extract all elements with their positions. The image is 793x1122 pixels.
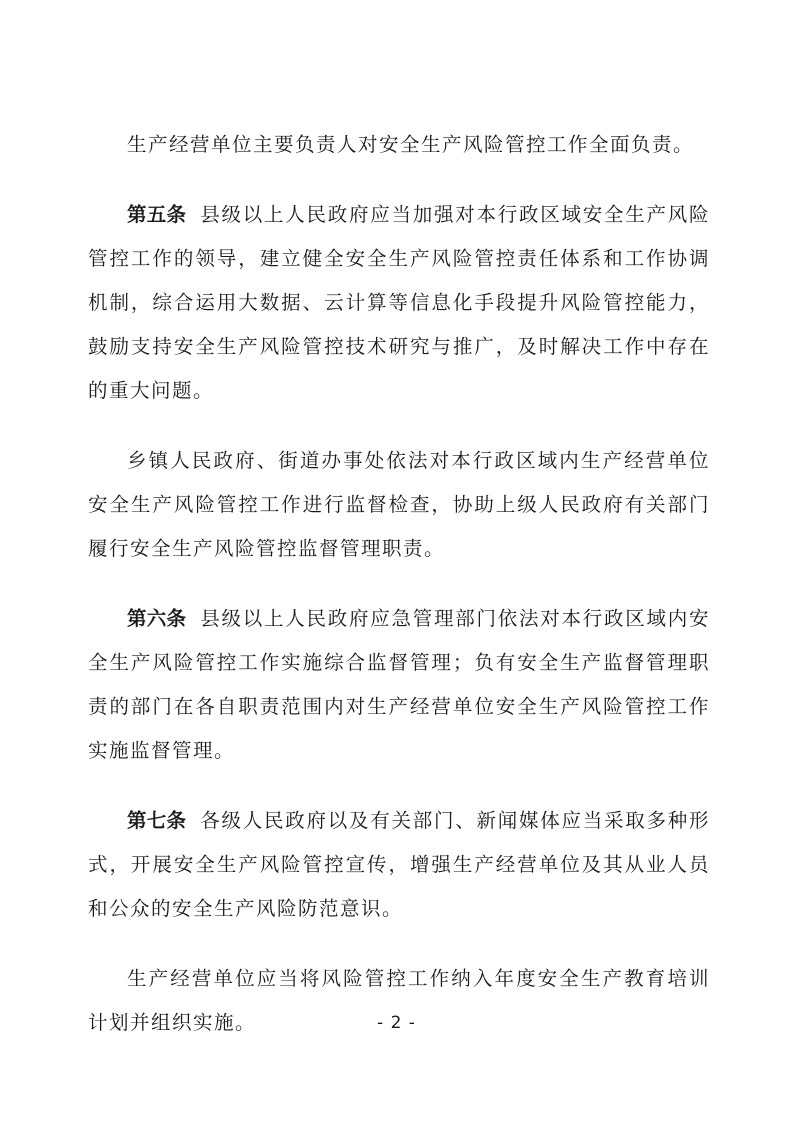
paragraph-text: 生产经营单位应当将风险管控工作纳入年度安全生产教育培训计划并组织实施。 (88, 967, 710, 1034)
paragraph-text: 县级以上人民政府应当加强对本行政区域安全生产风险管控工作的领导，建立健全安全生产风险管控责任体系和工作协调机制，综合运用大数据、云计算等信息化手段提升风险管控能力，鼓励支持安全生产风险管控技术研究与推广，及时解决工作中存在的重大问题。 (88, 203, 710, 402)
paragraph-text: 各级人民政府以及有关部门、新闻媒体应当采取多种形式，开展安全生产风险管控宣传，增强生产经营单位及其从业人员和公众的安全生产风险防范意识。 (88, 809, 710, 920)
document-body (88, 123, 710, 1071)
page-number: - 2 - (377, 1013, 416, 1033)
article-heading: 第六条 (127, 607, 187, 630)
paragraph-article-7 (88, 799, 710, 931)
paragraph-article-5 (88, 193, 710, 413)
paragraph-article-6 (88, 597, 710, 773)
paragraph-responsibility (88, 123, 710, 167)
article-heading: 第七条 (127, 809, 187, 832)
paragraph-township (88, 439, 710, 571)
article-heading: 第五条 (127, 203, 187, 226)
paragraph-text: 生产经营单位主要负责人对安全生产风险管控工作全面负责。 (127, 133, 695, 156)
paragraph-text: 乡镇人民政府、街道办事处依法对本行政区域内生产经营单位安全生产风险管控工作进行监督检查，协助上级人民政府有关部门履行安全生产风险管控监督管理职责。 (88, 449, 710, 560)
paragraph-text: 县级以上人民政府应急管理部门依法对本行政区域内安全生产风险管控工作实施综合监督管理；负有安全生产监督管理职责的部门在各自职责范围内对生产经营单位安全生产风险管控工作实施监督管理。 (88, 607, 710, 762)
